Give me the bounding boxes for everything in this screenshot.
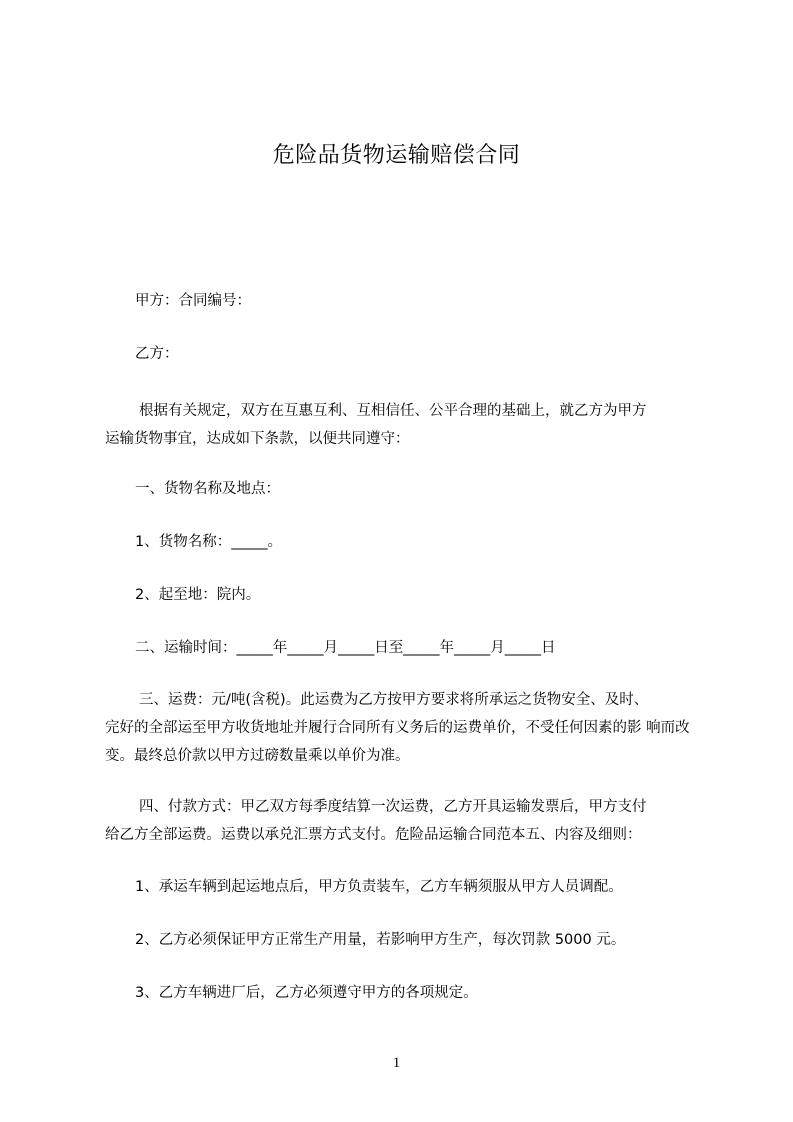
section-3-line-2: 完好的全部运至甲方收货地址并履行合同所有义务后的运费单价，不受任何因素的影	[105, 720, 642, 736]
section-2-transport-time: 二、运输时间：_____年_____月_____日至_____年_____月_____日	[135, 640, 556, 656]
intro-line-2: 运输货物事宜，达成如下条款，以便共同遵守：	[105, 431, 410, 447]
document-title: 危险品货物运输赔偿合同	[272, 143, 521, 168]
section-3-freight	[105, 686, 705, 770]
section-4-line-2: 给乙方全部运费。运费以承兑汇票方式支付。危险品运输合同范本五、内容及细则：	[105, 827, 642, 843]
section-5-item-2: 2、乙方必须保证甲方正常生产用量，若影响甲方生产，每次罚款 5000 元。	[135, 932, 626, 948]
section-5-item-1: 1、承运车辆到起运地点后，甲方负责装车，乙方车辆须服从甲方人员调配。	[135, 879, 623, 895]
section-1-item-2: 2、起至地：院内。	[135, 587, 261, 603]
section-3-line-1: 三、运费：元/吨(含税)。此运费为乙方按甲方要求将所承运之货物安全、及时、	[139, 692, 649, 708]
section-4-payment	[105, 793, 705, 849]
page-number: 1	[392, 1055, 401, 1071]
section-5-item-3: 3、乙方车辆进厂后，乙方必须遵守甲方的各项规定。	[135, 985, 478, 1001]
party-a-line: 甲方：合同编号：	[135, 293, 251, 309]
intro-line-1: 根据有关规定，双方在互惠互利、互相信任、公平合理的基础上，就乙方为甲方	[139, 403, 647, 419]
section-4-line-1: 四、付款方式：甲乙双方每季度结算一次运费，乙方开具运输发票后，甲方支付	[139, 799, 647, 815]
section-1-heading: 一、货物名称及地点：	[135, 481, 280, 497]
section-1-item-1: 1、货物名称：_____。	[135, 534, 282, 550]
intro-paragraph	[105, 397, 705, 453]
party-b-line: 乙方：	[135, 346, 179, 362]
section-3-line-3: 响而改变。最终总价款以甲方过磅数量乘以单价为准。	[105, 720, 690, 764]
